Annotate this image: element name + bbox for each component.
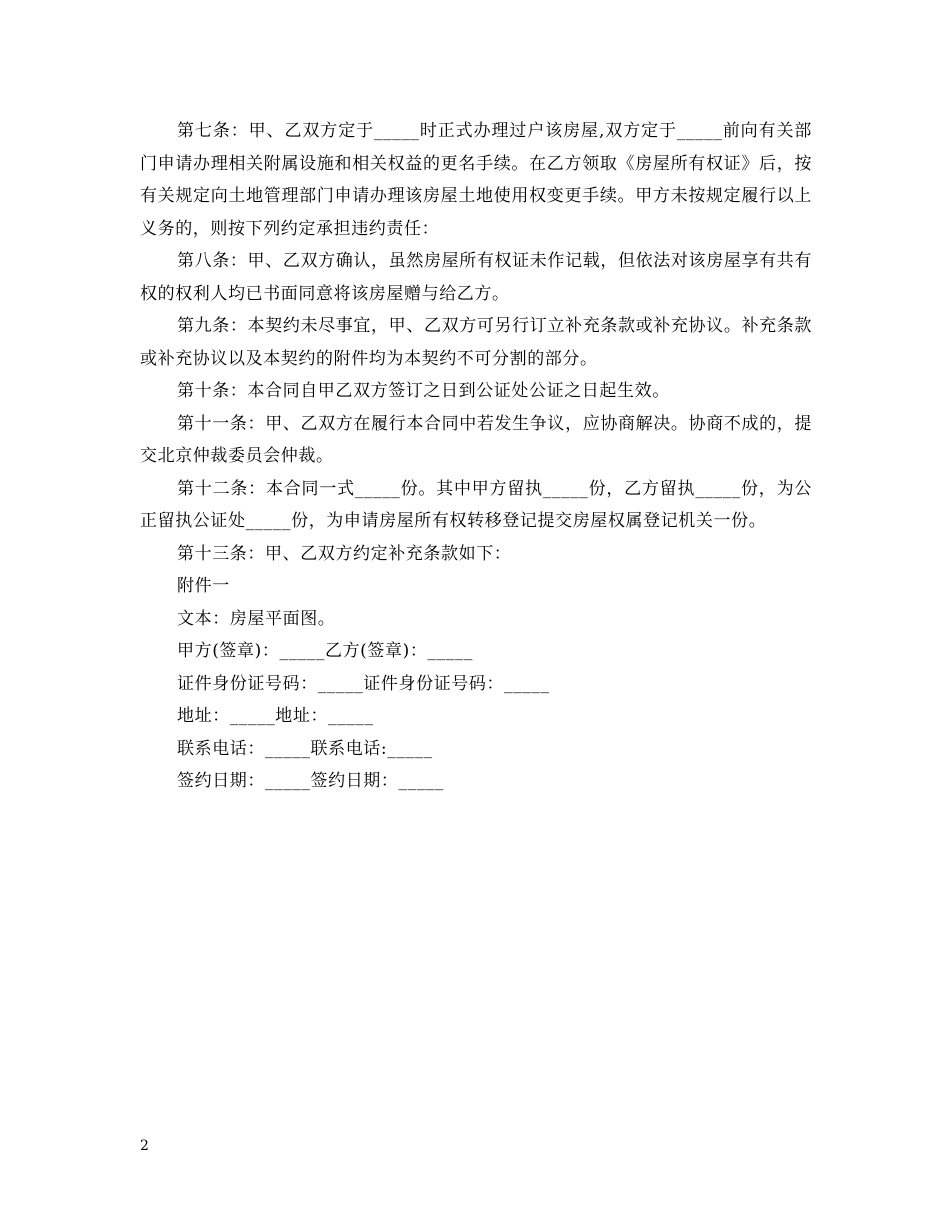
address-line: 地址：_____地址：_____ xyxy=(177,706,374,726)
article-7-paragraph: 第七条：甲、乙双方定于_____时正式办理过户该房屋,双方定于_____前向有关部门申请办理相关附属设施和相关权益的更名手续。在乙方领取《房屋所有权证》后，按有关规定向土地管理部门申请办理该房屋土地使用权变更手续。甲方未按规定履行以上义务的，则按下列约定承担违约责任： xyxy=(140,121,812,239)
phone-line: 联系电话：_____联系电话:_____ xyxy=(177,738,433,759)
attachment-heading: 附件一 xyxy=(177,576,230,596)
document-body xyxy=(140,115,812,798)
article-12-paragraph: 第十二条：本合同一式_____份。其中甲方留执_____份，乙方留执_____份，为公正留执公证处_____份，为申请房屋所有权转移登记提交房屋权属登记机关一份。 xyxy=(140,478,812,531)
signature-line: 甲方(签章)：_____乙方(签章)：_____ xyxy=(177,641,473,661)
article-11-paragraph: 第十一条：甲、乙双方在履行本合同中若发生争议，应协商解决。协商不成的，提交北京仲裁委员会仲裁。 xyxy=(140,413,812,466)
page-number: 2 xyxy=(140,1138,149,1154)
article-9-paragraph: 第九条：本契约未尽事宜，甲、乙双方可另行订立补充条款或补充协议。补充条款或补充协议以及本契约的附件均为本契约不可分割的部分。 xyxy=(140,316,812,369)
article-10-paragraph: 第十条：本合同自甲乙双方签订之日到公证处公证之日起生效。 xyxy=(177,381,670,401)
id-number-line: 证件身份证号码：_____证件身份证号码：_____ xyxy=(177,673,550,694)
sign-date-line: 签约日期：_____签约日期：_____ xyxy=(177,771,444,791)
article-8-paragraph: 第八条：甲、乙双方确认，虽然房屋所有权证未作记载，但依法对该房屋享有共有权的权利人均已书面同意将该房屋赠与给乙方。 xyxy=(140,251,812,304)
attachment-text-line: 文本：房屋平面图。 xyxy=(177,608,336,629)
article-13-paragraph: 第十三条：甲、乙双方约定补充条款如下： xyxy=(177,543,512,564)
